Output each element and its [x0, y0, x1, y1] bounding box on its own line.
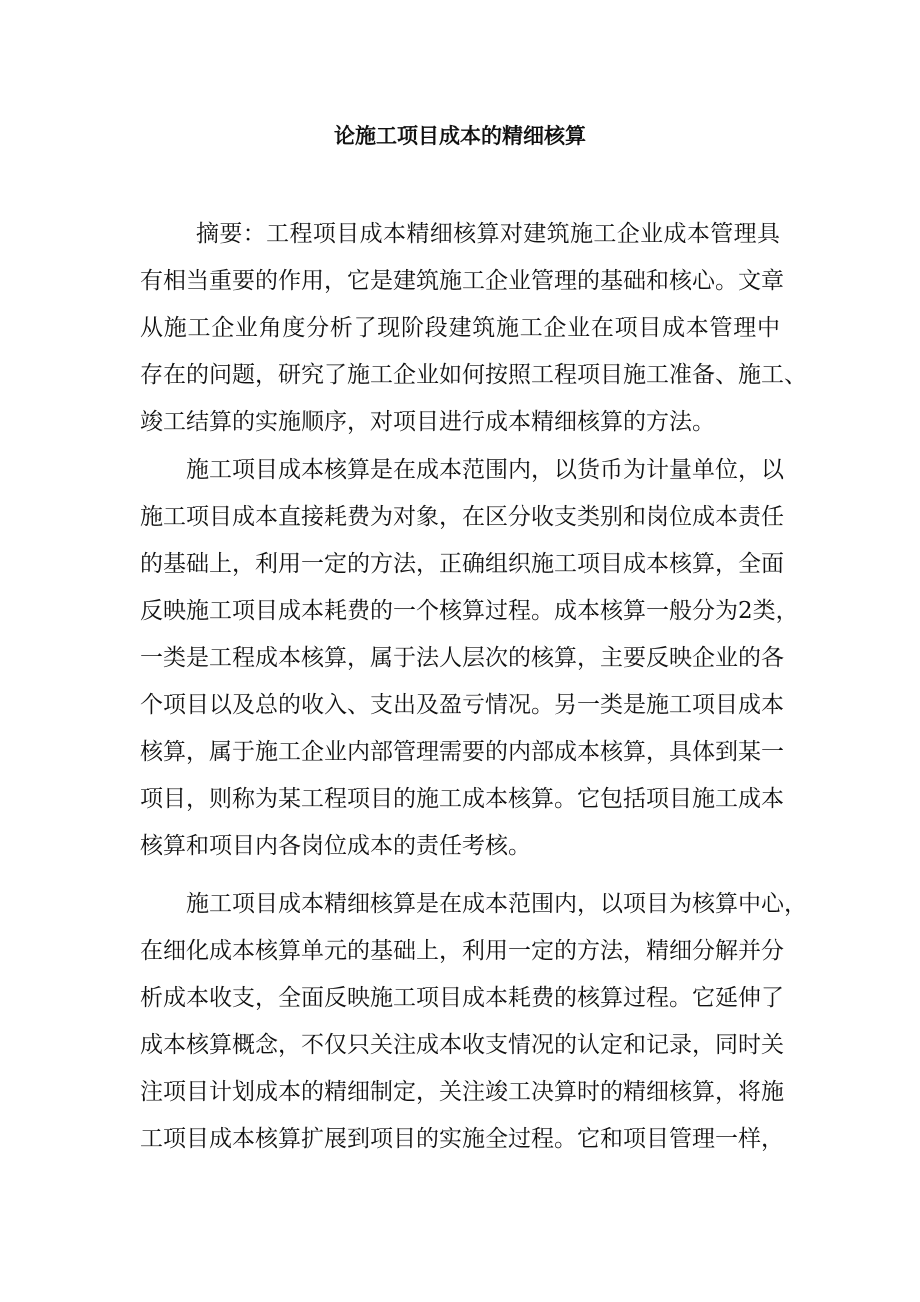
paragraph-line: 核算和项目内各岗位成本的责任考核。 [140, 833, 531, 859]
abstract-line: 从施工企业角度分析了现阶段建筑施工企业在项目成本管理中 [140, 315, 780, 341]
document-title: 论施工项目成本的精细核算 [334, 124, 586, 148]
abstract-line: 有相当重要的作用，它是建筑施工企业管理的基础和核心。文章 [140, 268, 784, 294]
paragraph-line: 反映施工项目成本耗费的一个核算过程。成本核算一般分为2类， [140, 598, 799, 624]
paragraph-line: 注项目计划成本的精细制定，关注竣工决算时的精细核算，将施 [140, 1079, 784, 1105]
paragraph-line: 在细化成本核算单元的基础上，利用一定的方法，精细分解并分 [140, 938, 784, 964]
paragraph-line: 的基础上，利用一定的方法，正确组织施工项目成本核算，全面 [140, 551, 784, 577]
abstract-line: 竣工结算的实施顺序，对项目进行成本精细核算的方法。 [140, 409, 715, 435]
paragraph-line: 个项目以及总的收入、支出及盈亏情况。另一类是施工项目成本 [140, 692, 784, 718]
abstract-line: 摘要：工程项目成本精细核算对建筑施工企业成本管理具 [196, 221, 780, 247]
paragraph-line: 成本核算概念，不仅只关注成本收支情况的认定和记录，同时关 [140, 1032, 784, 1058]
paragraph-line: 施工项目成本精细核算是在成本范围内，以项目为核算中心， [186, 891, 807, 917]
paragraph-line: 析成本收支，全面反映施工项目成本耗费的核算过程。它延伸了 [140, 985, 784, 1011]
paragraph-line: 项目，则称为某工程项目的施工成本核算。它包括项目施工成本 [140, 786, 784, 812]
paragraph-line: 施工项目成本核算是在成本范围内，以货币为计量单位，以 [186, 457, 784, 483]
paragraph-line: 一类是工程成本核算，属于法人层次的核算，主要反映企业的各 [140, 645, 784, 671]
paragraph-line: 施工项目成本直接耗费为对象，在区分收支类别和岗位成本责任 [140, 504, 784, 530]
paragraph-line: 工项目成本核算扩展到项目的实施全过程。它和项目管理一样， [140, 1126, 784, 1152]
paragraph-line: 核算，属于施工企业内部管理需要的内部成本核算，具体到某一 [140, 739, 784, 765]
abstract-line: 存在的问题，研究了施工企业如何按照工程项目施工准备、施工、 [140, 362, 807, 388]
